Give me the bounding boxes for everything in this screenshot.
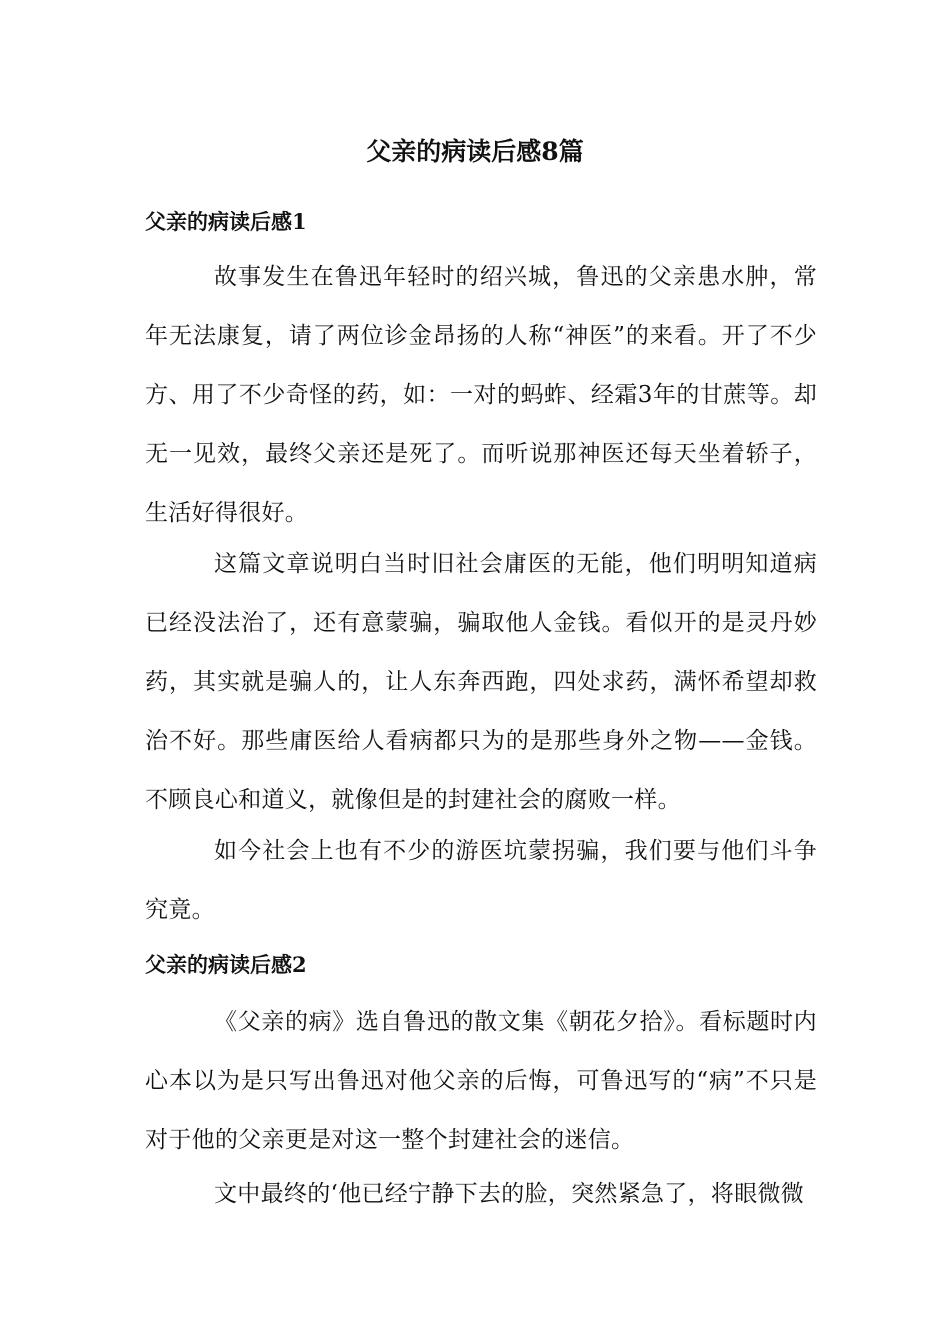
section-heading: 父亲的病读后感1 [145, 209, 307, 234]
paragraph: 故事发生在鲁迅年轻时的绍兴城，鲁迅的父亲患水肿，常年无法康复，请了两位诊金昂扬的人称“神医”的来看。开了不少方、用了不少奇怪的药，如：一对的蚂蚱、经霜3年的甘蔗等。却无一见效，最终父亲还是死了。而听说那神医还每天坐着轿子，生活好得很好。 [145, 264, 817, 526]
document-title: 父亲的病读后感8篇 [366, 137, 584, 166]
paragraph: 《父亲的病》选自鲁迅的散文集《朝花夕拾》。看标题时内心本以为是只写出鲁迅对他父亲的后悔，可鲁迅写的“病”不只是对于他的父亲更是对这一整个封建社会的迷信。 [145, 1009, 817, 1153]
section-heading: 父亲的病读后感2 [145, 952, 307, 977]
paragraph: 这篇文章说明白当时旧社会庸医的无能，他们明明知道病已经没法治了，还有意蒙骗，骗取他人金钱。看似开的是灵丹妙药，其实就是骗人的，让人东奔西跑，四处求药，满怀希望却救治不好。那些庸医给人看病都只为的是那些身外之物——金钱。不顾良心和道义，就像但是的封建社会的腐败一样。 [145, 551, 817, 813]
paragraph: 如今社会上也有不少的游医坑蒙拐骗，我们要与他们斗争究竟。 [145, 838, 817, 923]
paragraph: 文中最终的‘他已经宁静下去的脸，突然紧急了，将眼微微 [214, 1181, 805, 1207]
